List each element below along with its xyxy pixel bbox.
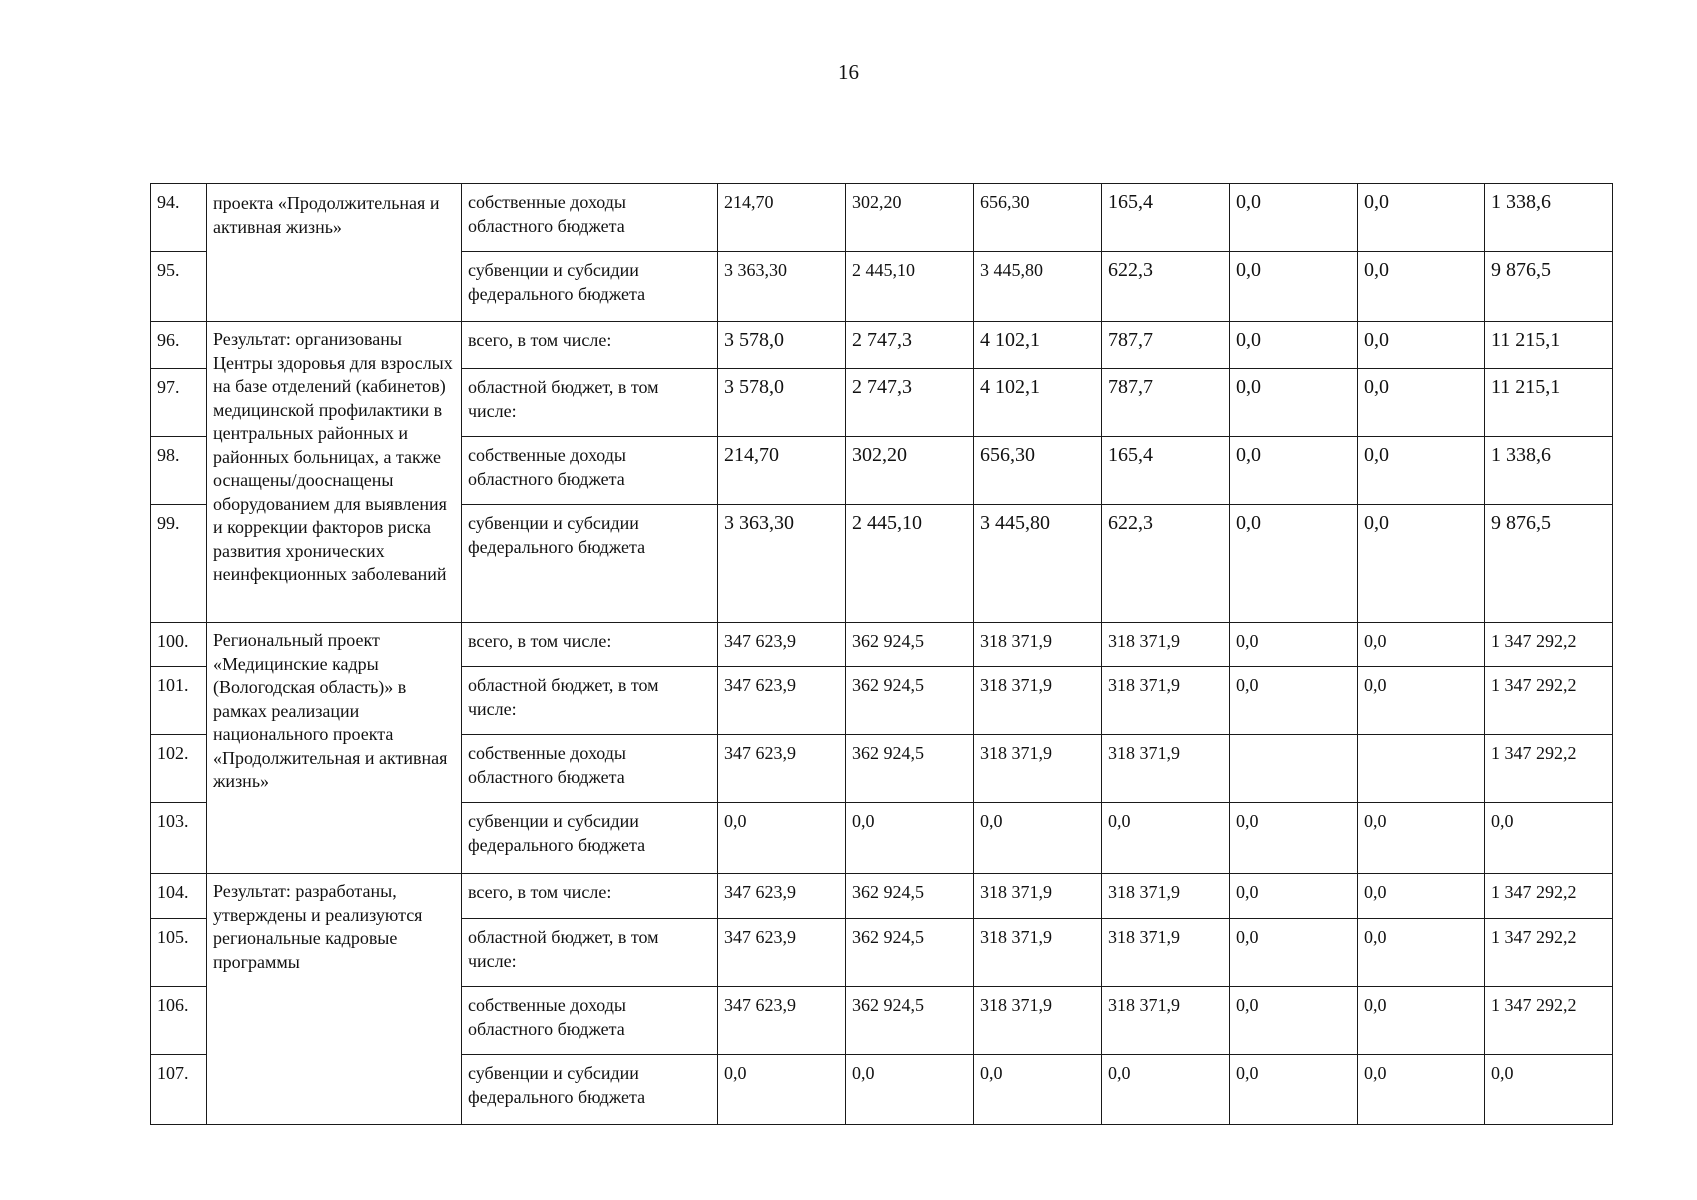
- amount-cell: 2 445,10: [846, 252, 974, 322]
- amount-cell: 0,0: [1358, 623, 1485, 667]
- row-number: 94.: [151, 184, 207, 252]
- amount-cell: 1 347 292,2: [1485, 623, 1613, 667]
- amount-cell: 787,7: [1102, 369, 1230, 437]
- amount-cell: 0,0: [1358, 874, 1485, 919]
- amount-cell: 362 924,5: [846, 987, 974, 1055]
- row-number: 103.: [151, 803, 207, 874]
- funding-source: всего, в том числе:: [462, 874, 718, 919]
- amount-cell: 0,0: [1230, 623, 1358, 667]
- amount-cell: 3 445,80: [974, 252, 1102, 322]
- amount-cell: 347 623,9: [718, 874, 846, 919]
- funding-source: всего, в том числе:: [462, 322, 718, 369]
- amount-cell: 0,0: [1230, 437, 1358, 505]
- amount-cell: 0,0: [1230, 1055, 1358, 1125]
- amount-cell: 3 578,0: [718, 322, 846, 369]
- amount-cell: 318 371,9: [974, 874, 1102, 919]
- amount-cell: 302,20: [846, 437, 974, 505]
- amount-cell: 318 371,9: [1102, 874, 1230, 919]
- table-row: [151, 184, 1613, 252]
- amount-cell: 11 215,1: [1485, 322, 1613, 369]
- amount-cell: 165,4: [1102, 184, 1230, 252]
- amount-cell: 0,0: [1358, 437, 1485, 505]
- amount-cell: 0,0: [1230, 919, 1358, 987]
- amount-cell: 0,0: [1230, 803, 1358, 874]
- amount-cell: 0,0: [1358, 667, 1485, 735]
- amount-cell: 318 371,9: [974, 667, 1102, 735]
- row-number: 101.: [151, 667, 207, 735]
- amount-cell: 622,3: [1102, 505, 1230, 623]
- amount-cell: 0,0: [1358, 252, 1485, 322]
- amount-cell: 214,70: [718, 184, 846, 252]
- amount-cell: 3 363,30: [718, 505, 846, 623]
- row-number: 100.: [151, 623, 207, 667]
- amount-cell: [1230, 735, 1358, 803]
- row-number: 107.: [151, 1055, 207, 1125]
- amount-cell: 318 371,9: [974, 623, 1102, 667]
- amount-cell: 0,0: [974, 803, 1102, 874]
- amount-cell: 622,3: [1102, 252, 1230, 322]
- row-description: проекта «Продолжительная и активная жизнь»: [207, 184, 462, 322]
- amount-cell: 0,0: [718, 1055, 846, 1125]
- amount-cell: 0,0: [1102, 1055, 1230, 1125]
- amount-cell: 347 623,9: [718, 623, 846, 667]
- amount-cell: 656,30: [974, 184, 1102, 252]
- amount-cell: 0,0: [1230, 874, 1358, 919]
- amount-cell: 656,30: [974, 437, 1102, 505]
- amount-cell: 0,0: [1230, 505, 1358, 623]
- amount-cell: 0,0: [1102, 803, 1230, 874]
- amount-cell: 1 347 292,2: [1485, 874, 1613, 919]
- row-description: Результат: организованы Центры здоровья для взрослых на базе отделений (кабинетов) медицинской профилактики в центральных районных и районных больницах, а также оснащены/дооснащены оборудованием для выявления и коррекции факторов риска развития хронических неинфекционных заболеваний: [207, 322, 462, 623]
- amount-cell: 1 347 292,2: [1485, 667, 1613, 735]
- amount-cell: 1 347 292,2: [1485, 919, 1613, 987]
- amount-cell: 2 747,3: [846, 322, 974, 369]
- amount-cell: 0,0: [1485, 1055, 1613, 1125]
- amount-cell: 1 338,6: [1485, 437, 1613, 505]
- amount-cell: 3 578,0: [718, 369, 846, 437]
- amount-cell: 318 371,9: [1102, 667, 1230, 735]
- funding-source: всего, в том числе:: [462, 623, 718, 667]
- row-number: 104.: [151, 874, 207, 919]
- row-number: 95.: [151, 252, 207, 322]
- funding-source: субвенции и субсидии федерального бюджета: [462, 505, 718, 623]
- amount-cell: 1 338,6: [1485, 184, 1613, 252]
- row-description: Результат: разработаны, утверждены и реализуются региональные кадровые программы: [207, 874, 462, 1125]
- amount-cell: 0,0: [1230, 322, 1358, 369]
- amount-cell: 0,0: [718, 803, 846, 874]
- amount-cell: 3 445,80: [974, 505, 1102, 623]
- funding-source: собственные доходы областного бюджета: [462, 184, 718, 252]
- amount-cell: 0,0: [1230, 184, 1358, 252]
- row-number: 102.: [151, 735, 207, 803]
- amount-cell: 0,0: [1358, 505, 1485, 623]
- amount-cell: 347 623,9: [718, 667, 846, 735]
- amount-cell: 1 347 292,2: [1485, 987, 1613, 1055]
- amount-cell: 11 215,1: [1485, 369, 1613, 437]
- row-description: Региональный проект «Медицинские кадры (Вологодская область)» в рамках реализации национального проекта «Продолжительная и активная жизнь»: [207, 623, 462, 874]
- amount-cell: 362 924,5: [846, 919, 974, 987]
- row-number: 98.: [151, 437, 207, 505]
- amount-cell: 318 371,9: [974, 919, 1102, 987]
- amount-cell: 0,0: [846, 1055, 974, 1125]
- amount-cell: [1358, 735, 1485, 803]
- amount-cell: 9 876,5: [1485, 252, 1613, 322]
- amount-cell: 0,0: [1358, 803, 1485, 874]
- amount-cell: 302,20: [846, 184, 974, 252]
- page-number: 16: [838, 60, 859, 84]
- funding-source: областной бюджет, в том числе:: [462, 369, 718, 437]
- budget-table: [150, 183, 1613, 1125]
- amount-cell: 0,0: [1358, 987, 1485, 1055]
- funding-source: областной бюджет, в том числе:: [462, 919, 718, 987]
- row-number: 96.: [151, 322, 207, 369]
- amount-cell: 0,0: [1358, 369, 1485, 437]
- table-row: [151, 322, 1613, 369]
- amount-cell: 0,0: [1230, 369, 1358, 437]
- amount-cell: 318 371,9: [1102, 735, 1230, 803]
- amount-cell: 2 747,3: [846, 369, 974, 437]
- amount-cell: 3 363,30: [718, 252, 846, 322]
- table-body: [151, 184, 1613, 1125]
- amount-cell: 362 924,5: [846, 735, 974, 803]
- amount-cell: 0,0: [846, 803, 974, 874]
- amount-cell: 318 371,9: [1102, 987, 1230, 1055]
- table-row: [151, 874, 1613, 919]
- funding-source: областной бюджет, в том числе:: [462, 667, 718, 735]
- funding-source: субвенции и субсидии федерального бюджета: [462, 252, 718, 322]
- funding-source: собственные доходы областного бюджета: [462, 735, 718, 803]
- row-number: 99.: [151, 505, 207, 623]
- amount-cell: 347 623,9: [718, 987, 846, 1055]
- amount-cell: 1 347 292,2: [1485, 735, 1613, 803]
- funding-source: собственные доходы областного бюджета: [462, 437, 718, 505]
- amount-cell: 0,0: [1230, 252, 1358, 322]
- amount-cell: 787,7: [1102, 322, 1230, 369]
- amount-cell: 0,0: [1485, 803, 1613, 874]
- amount-cell: 0,0: [1230, 667, 1358, 735]
- amount-cell: 318 371,9: [1102, 919, 1230, 987]
- funding-source: субвенции и субсидии федерального бюджета: [462, 1055, 718, 1125]
- amount-cell: 0,0: [974, 1055, 1102, 1125]
- amount-cell: 318 371,9: [974, 987, 1102, 1055]
- amount-cell: 362 924,5: [846, 667, 974, 735]
- amount-cell: 0,0: [1358, 919, 1485, 987]
- amount-cell: 0,0: [1358, 184, 1485, 252]
- amount-cell: 347 623,9: [718, 735, 846, 803]
- row-number: 97.: [151, 369, 207, 437]
- amount-cell: 2 445,10: [846, 505, 974, 623]
- funding-source: собственные доходы областного бюджета: [462, 987, 718, 1055]
- table-row: [151, 623, 1613, 667]
- amount-cell: 318 371,9: [974, 735, 1102, 803]
- amount-cell: 362 924,5: [846, 874, 974, 919]
- amount-cell: 0,0: [1230, 987, 1358, 1055]
- amount-cell: 9 876,5: [1485, 505, 1613, 623]
- amount-cell: 165,4: [1102, 437, 1230, 505]
- amount-cell: 318 371,9: [1102, 623, 1230, 667]
- amount-cell: 4 102,1: [974, 322, 1102, 369]
- amount-cell: 0,0: [1358, 322, 1485, 369]
- row-number: 106.: [151, 987, 207, 1055]
- amount-cell: 0,0: [1358, 1055, 1485, 1125]
- amount-cell: 4 102,1: [974, 369, 1102, 437]
- funding-source: субвенции и субсидии федерального бюджета: [462, 803, 718, 874]
- amount-cell: 214,70: [718, 437, 846, 505]
- amount-cell: 362 924,5: [846, 623, 974, 667]
- amount-cell: 347 623,9: [718, 919, 846, 987]
- row-number: 105.: [151, 919, 207, 987]
